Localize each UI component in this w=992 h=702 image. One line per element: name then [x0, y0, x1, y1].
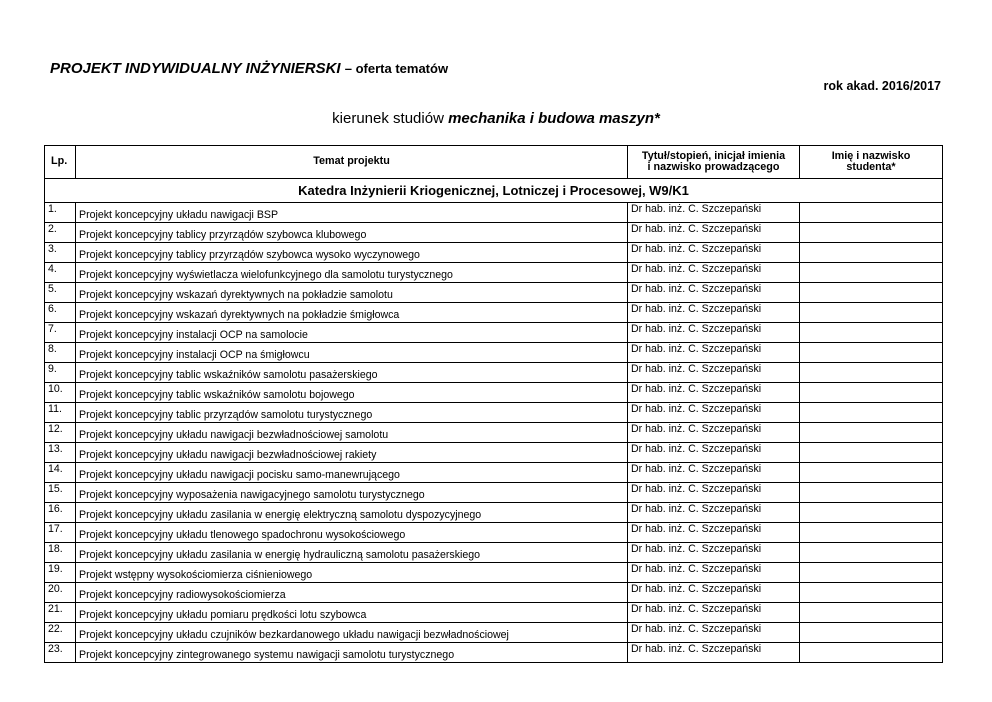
column-header-student-line2: studenta* [846, 161, 896, 173]
table-row [45, 323, 943, 343]
row-number: 21. [45, 603, 76, 623]
field-of-study [0, 110, 992, 127]
column-header-student [800, 146, 943, 179]
column-header-supervisor [628, 146, 800, 179]
table-row [45, 583, 943, 603]
topic-cell: Projekt koncepcyjny układu zasilania w energię elektryczną samolotu dyspozycyjnego [76, 503, 628, 523]
table-row [45, 643, 943, 663]
student-name-cell [800, 283, 943, 303]
table-row [45, 303, 943, 323]
student-name-cell [800, 343, 943, 363]
document-title: PROJEKT INDYWIDUALNY INŻYNIERSKI [50, 60, 341, 77]
supervisor-cell: Dr hab. inż. C. Szczepański [628, 603, 800, 623]
topic-cell: Projekt koncepcyjny układu pomiaru prędkości lotu szybowca [76, 603, 628, 623]
supervisor-cell: Dr hab. inż. C. Szczepański [628, 363, 800, 383]
supervisor-cell: Dr hab. inż. C. Szczepański [628, 383, 800, 403]
supervisor-cell: Dr hab. inż. C. Szczepański [628, 563, 800, 583]
row-number: 7. [45, 323, 76, 343]
table-row [45, 243, 943, 263]
row-number: 3. [45, 243, 76, 263]
table-row [45, 363, 943, 383]
row-number: 12. [45, 423, 76, 443]
supervisor-cell: Dr hab. inż. C. Szczepański [628, 263, 800, 283]
row-number: 23. [45, 643, 76, 663]
row-number: 13. [45, 443, 76, 463]
field-prefix: kierunek studiów [332, 110, 444, 127]
table-row [45, 203, 943, 223]
supervisor-cell: Dr hab. inż. C. Szczepański [628, 623, 800, 643]
table-row [45, 483, 943, 503]
supervisor-cell: Dr hab. inż. C. Szczepański [628, 243, 800, 263]
row-number: 22. [45, 623, 76, 643]
student-name-cell [800, 483, 943, 503]
table-row [45, 403, 943, 423]
document-subtitle: – oferta tematów [344, 61, 449, 76]
topic-cell: Projekt koncepcyjny układu zasilania w energię hydrauliczną samolotu pasażerskiego [76, 543, 628, 563]
column-header-lp: Lp. [45, 146, 76, 179]
row-number: 11. [45, 403, 76, 423]
supervisor-cell: Dr hab. inż. C. Szczepański [628, 443, 800, 463]
supervisor-cell: Dr hab. inż. C. Szczepański [628, 303, 800, 323]
table-row [45, 423, 943, 443]
student-name-cell [800, 403, 943, 423]
topic-cell: Projekt koncepcyjny tablicy przyrządów szybowca klubowego [76, 223, 628, 243]
table-row [45, 503, 943, 523]
supervisor-cell: Dr hab. inż. C. Szczepański [628, 543, 800, 563]
table-row [45, 543, 943, 563]
student-name-cell [800, 243, 943, 263]
supervisor-cell: Dr hab. inż. C. Szczepański [628, 483, 800, 503]
topic-cell: Projekt koncepcyjny wskazań dyrektywnych na pokładzie śmigłowca [76, 303, 628, 323]
student-name-cell [800, 563, 943, 583]
table-row [45, 223, 943, 243]
supervisor-cell: Dr hab. inż. C. Szczepański [628, 323, 800, 343]
column-header-supervisor-line2: i nazwisko prowadzącego [647, 161, 780, 173]
row-number: 16. [45, 503, 76, 523]
field-name: mechanika i budowa maszyn* [448, 110, 660, 127]
table-row [45, 343, 943, 363]
student-name-cell [800, 643, 943, 663]
row-number: 5. [45, 283, 76, 303]
supervisor-cell: Dr hab. inż. C. Szczepański [628, 523, 800, 543]
table-header-row [45, 146, 943, 179]
student-name-cell [800, 623, 943, 643]
topic-cell: Projekt koncepcyjny tablic przyrządów samolotu turystycznego [76, 403, 628, 423]
document-title-line [50, 60, 448, 77]
student-name-cell [800, 523, 943, 543]
student-name-cell [800, 323, 943, 343]
row-number: 20. [45, 583, 76, 603]
table-row [45, 263, 943, 283]
supervisor-cell: Dr hab. inż. C. Szczepański [628, 283, 800, 303]
topic-cell: Projekt koncepcyjny układu czujników bezkardanowego układu nawigacji bezwładnościowej [76, 623, 628, 643]
supervisor-cell: Dr hab. inż. C. Szczepański [628, 223, 800, 243]
row-number: 15. [45, 483, 76, 503]
topic-cell: Projekt koncepcyjny wyświetlacza wielofunkcyjnego dla samolotu turystycznego [76, 263, 628, 283]
table-row [45, 563, 943, 583]
row-number: 6. [45, 303, 76, 323]
student-name-cell [800, 443, 943, 463]
supervisor-cell: Dr hab. inż. C. Szczepański [628, 403, 800, 423]
row-number: 10. [45, 383, 76, 403]
topic-cell: Projekt koncepcyjny tablicy przyrządów szybowca wysoko wyczynowego [76, 243, 628, 263]
supervisor-cell: Dr hab. inż. C. Szczepański [628, 203, 800, 223]
topic-cell: Projekt koncepcyjny radiowysokościomierza [76, 583, 628, 603]
table-row [45, 383, 943, 403]
table-row [45, 283, 943, 303]
student-name-cell [800, 603, 943, 623]
topic-cell: Projekt koncepcyjny układu nawigacji BSP [76, 203, 628, 223]
row-number: 18. [45, 543, 76, 563]
column-header-topic: Temat projektu [76, 146, 628, 179]
table-row [45, 463, 943, 483]
topic-cell: Projekt koncepcyjny układu nawigacji pocisku samo-manewrującego [76, 463, 628, 483]
department-row [45, 179, 943, 203]
row-number: 2. [45, 223, 76, 243]
row-number: 17. [45, 523, 76, 543]
topic-cell: Projekt koncepcyjny tablic wskaźników samolotu bojowego [76, 383, 628, 403]
topic-cell: Projekt koncepcyjny tablic wskaźników samolotu pasażerskiego [76, 363, 628, 383]
supervisor-cell: Dr hab. inż. C. Szczepański [628, 343, 800, 363]
table-row [45, 523, 943, 543]
student-name-cell [800, 503, 943, 523]
topic-cell: Projekt koncepcyjny instalacji OCP na śmigłowcu [76, 343, 628, 363]
department-name: Katedra Inżynierii Kriogenicznej, Lotniczej i Procesowej, W9/K1 [45, 179, 943, 203]
table-row [45, 603, 943, 623]
table-row [45, 443, 943, 463]
topic-cell: Projekt koncepcyjny wskazań dyrektywnych na pokładzie samolotu [76, 283, 628, 303]
topic-cell: Projekt koncepcyjny układu tlenowego spadochronu wysokościowego [76, 523, 628, 543]
topic-cell: Projekt koncepcyjny instalacji OCP na samolocie [76, 323, 628, 343]
topic-cell: Projekt koncepcyjny układu nawigacji bezwładnościowej rakiety [76, 443, 628, 463]
student-name-cell [800, 223, 943, 243]
column-header-student-line1: Imię i nazwisko [831, 149, 911, 162]
student-name-cell [800, 203, 943, 223]
row-number: 9. [45, 363, 76, 383]
supervisor-cell: Dr hab. inż. C. Szczepański [628, 643, 800, 663]
academic-year: rok akad. 2016/2017 [823, 79, 941, 93]
student-name-cell [800, 363, 943, 383]
row-number: 14. [45, 463, 76, 483]
supervisor-cell: Dr hab. inż. C. Szczepański [628, 583, 800, 603]
student-name-cell [800, 263, 943, 283]
topics-table [44, 145, 943, 663]
supervisor-cell: Dr hab. inż. C. Szczepański [628, 423, 800, 443]
row-number: 4. [45, 263, 76, 283]
topic-cell: Projekt koncepcyjny zintegrowanego systemu nawigacji samolotu turystycznego [76, 643, 628, 663]
supervisor-cell: Dr hab. inż. C. Szczepański [628, 503, 800, 523]
student-name-cell [800, 423, 943, 443]
topic-cell: Projekt koncepcyjny wyposażenia nawigacyjnego samolotu turystycznego [76, 483, 628, 503]
column-header-supervisor-line1: Tytuł/stopień, inicjał imienia [641, 149, 786, 162]
student-name-cell [800, 383, 943, 403]
row-number: 1. [45, 203, 76, 223]
student-name-cell [800, 543, 943, 563]
row-number: 19. [45, 563, 76, 583]
student-name-cell [800, 463, 943, 483]
row-number: 8. [45, 343, 76, 363]
topic-cell: Projekt koncepcyjny układu nawigacji bezwładnościowej samolotu [76, 423, 628, 443]
student-name-cell [800, 583, 943, 603]
student-name-cell [800, 303, 943, 323]
topic-cell: Projekt wstępny wysokościomierza ciśnieniowego [76, 563, 628, 583]
supervisor-cell: Dr hab. inż. C. Szczepański [628, 463, 800, 483]
table-row [45, 623, 943, 643]
